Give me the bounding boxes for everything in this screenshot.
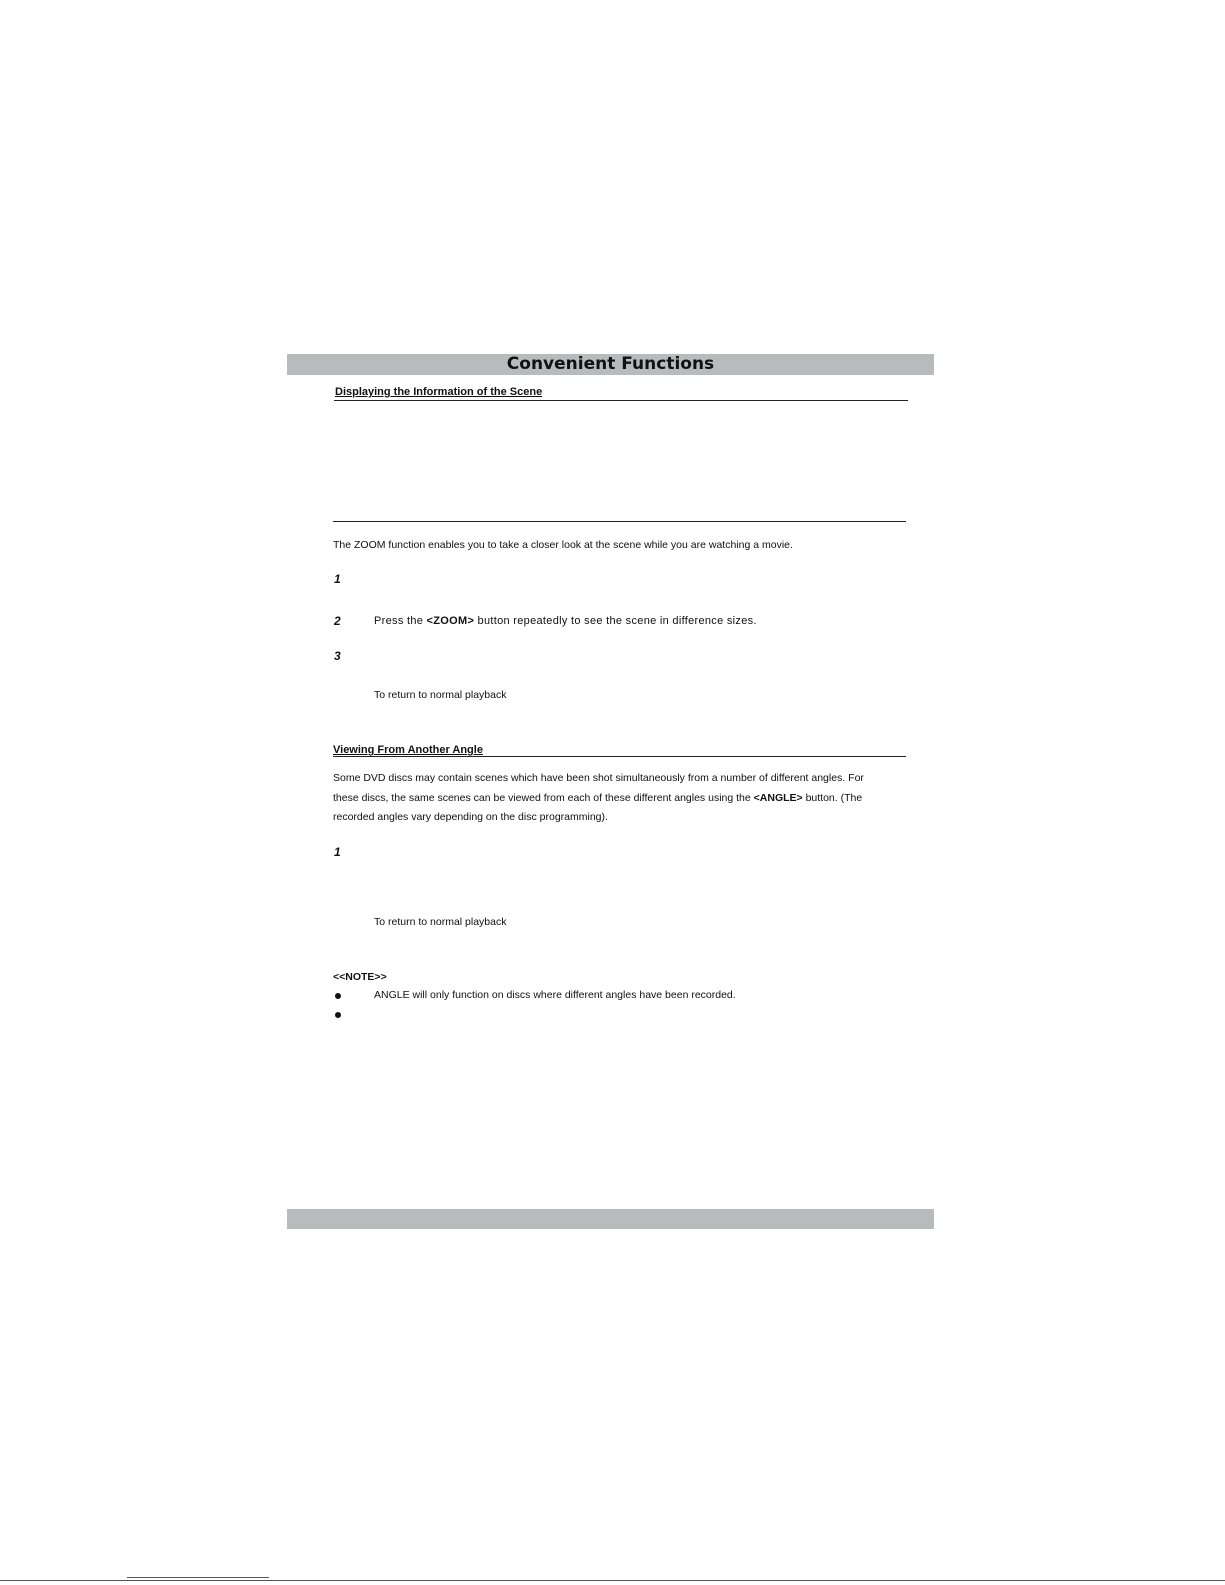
footer-bar <box>287 1209 934 1229</box>
zoom-step-1-number: 1 <box>334 572 341 586</box>
bullet-icon <box>335 993 341 999</box>
section-rule-angle <box>333 756 906 757</box>
page-bottom-border <box>0 1580 1225 1581</box>
header-bar <box>287 354 934 375</box>
zoom-step-3-number: 3 <box>334 649 341 663</box>
section-rule-zoom <box>333 521 906 522</box>
angle-button-label: <ANGLE> <box>753 792 803 804</box>
bullet-icon <box>335 1012 341 1018</box>
zoom-step-2-text <box>374 615 757 627</box>
angle-step-1-number: 1 <box>334 845 341 859</box>
section-heading-angle: Viewing From Another Angle <box>333 744 483 756</box>
note-bullet-1: ANGLE will only function on discs where different angles have been recorded. <box>374 989 736 1001</box>
section-rule-info <box>334 400 908 401</box>
angle-paragraph-line-1: Some DVD discs may contain scenes which have been shot simultaneously from a number of different angles. For <box>333 772 864 784</box>
zoom-step-2-number: 2 <box>334 614 341 628</box>
angle-paragraph-line-3: recorded angles vary depending on the disc programming). <box>333 811 608 823</box>
zoom-step-2-post: button repeatedly to see the scene in difference sizes. <box>474 615 757 627</box>
angle-paragraph-line-2 <box>333 789 862 808</box>
page-title: Convenient Functions <box>506 354 715 374</box>
zoom-button-label: <ZOOM> <box>426 615 475 627</box>
angle-line-2-pre: these discs, the same scenes can be viewed from each of these different angles using the <box>333 792 754 804</box>
angle-return-label: To return to normal playback <box>374 916 507 928</box>
angle-line-2-post: button. (The <box>802 792 863 804</box>
zoom-return-label: To return to normal playback <box>374 689 507 701</box>
footnote-separator <box>127 1577 269 1578</box>
section-heading-info: Displaying the Information of the Scene <box>335 386 543 398</box>
zoom-intro: The ZOOM function enables you to take a closer look at the scene while you are watching a movie. <box>333 539 793 551</box>
zoom-step-2-pre: Press the <box>374 615 427 627</box>
note-label: <<NOTE>> <box>333 971 387 983</box>
